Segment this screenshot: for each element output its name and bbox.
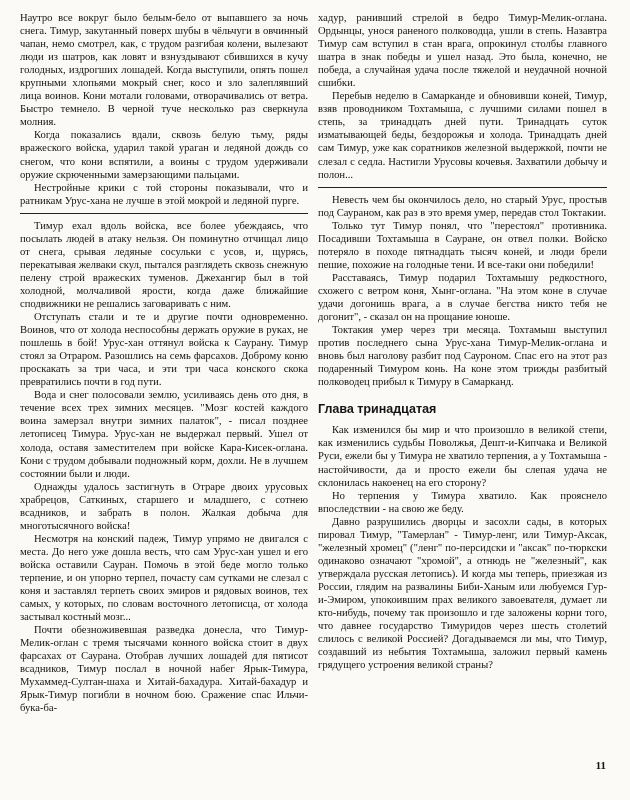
paragraph: Несмотря на конский падеж, Тимур упрямо не двигался с места. До него уже дошла весть, что сам Урус-хан ушел и его войска оставили Сауран. Помочь в этой беде могло только терпение, и он упорно терпел, почасту сам сутками не слезал с коня и заставлял терпеть своих эмиров и рядовых воинов, тех самых, у которых, по словам восточного летописца, от холода застывал костный мозг... [20, 533, 308, 624]
right-column [318, 12, 607, 672]
paragraph: Почти обезноживевшая разведка донесла, что Тимур-Мелик-оглан с тремя тысячами конного войска стоит в двух фарсахах от Саурана. Отобрав лучших лошадей для пятисот всадников, Тимур послал в ночной набег Ярык-Тимура, Мухаммед-Султан-шаха и Хитай-бахадура. Хитай-бахадур и Ярык-Тимур погибли в ночном бою. Сражение спас Ильчи-бука-ба- [20, 625, 308, 715]
paragraph: Однажды удалось застигнуть в Отраре двоих урусовых храбрецов, Саткиных, старшего и младшего, с сотнею всадников, и забрать в полон. Жалкая добыча для многотысячного войска! [20, 481, 308, 532]
paragraph: Токтакия умер через три месяца. Тохтамыш выступил против последнего сына Урус-хана Тимур-Мелик-оглана и вновь был наголову разбит под Сауроном. Спас его на этот раз подаренный Тимуром конь. На коне этом трижды разбитый полководец прибыл к Тимуру в Самарканд. [318, 325, 607, 389]
paragraph: Давно разрушились дворцы и засохли сады, в которых пировал Тимур, "Тамерлан" - Тимур-ленг, или Тимур-Аксак, "железный хромец" ("ленг" по-персидски и "аксак" по-тюркски одинаково означают "хромой", а отнюдь не "железный", как утверждала русская летопись). И когда мы теперь, приезжая из России, глядим на развалины Биби-Ханым или любуемся Гур-и-Эмиром, упокоившим прах великого завоевателя, думает ли кто-нибудь, почему так произошло и где заложены корни того, что давнее государство Тимуридов через шесть столетий слилось с великой Россией? Догадываемся ли мы, что Тимур, создавший из небытия Тохтамыша, заложил первый камень грядущего устроения великой страны? [318, 516, 607, 672]
paragraph: Расставаясь, Тимур подарил Тохтамышу редкостного, схожего с ветром коня, Хынг-оглана. "На этом коне в случае удачи догонишь врага, а в случае бегства никто тебя не догонит", - сказал он на прощание юноше. [318, 272, 607, 324]
chapter-heading: Глава тринадцатая [318, 402, 437, 417]
paragraph: Вода и снег полосовали землю, усиливаясь день ото дня, в течение всех трех зимних месяцев. "Мозг костей каждого воина замерзал внутри зимних палаток", - писал позднее летописец Тимура. Урус-хан не выдержал первый. Ушел от холода, оставя заместителем при войске Кара-Кисек-оглана. Кони с трудом добывали подножный корм, дохли. Не в лучшем состоянии были и люди. [20, 390, 308, 480]
section-divider [318, 187, 607, 188]
page-number: 11 [595, 760, 606, 772]
section-divider [20, 213, 308, 214]
paragraph: Но терпения у Тимура хватило. Как прояснело впоследствии - на свою же беду. [318, 490, 607, 515]
paragraph: Как изменился бы мир и что произошло в великой степи, как изменились судьбы Поволжья, Дешт-и-Кипчака и Великой Руси, ежели бы у Тимура не хватило терпения, а у Тохтамыша - настойчивости, да и просто ежели бы слепая удача не склонилась накоенец на его сторону? [318, 425, 607, 489]
paragraph: Только тут Тимур понял, что "перестоял" противника. Посадивши Тохтамыша в Сауране, он отвел полки. Войско потеряло в походе пятнадцать тысяч коней, и люди брели пешие, похожие на голодные тени. И все-таки они победили! [318, 220, 607, 271]
paragraph: Отступать стали и те и другие почти одновременно. Воинов, что от холода неспособны держать оружие в руках, не пошлешь в бой! Урус-хан оттянул войска к Саурану. Тимур стоял за Отраром. Разошлись на семь фарсахов. Доброму коню проскакать за три часа, и эти три часа конского скока превратились почти в год пути. [20, 312, 308, 389]
left-column [20, 12, 308, 715]
paragraph: Наутро все вокруг было белым-бело от выпавшего за ночь снега. Тимур, закутанный поверх шубы в чёльчуги в овчинный чапан, немо смотрел, как, с трудом разгибая колени, вылезают люди из шатров, как ловят и взнуздывают сбившихся в кучу голодных, издрогших лошадей. Когда выступили, опять пошел крупными хлопьями мокрый снег, косо и зло залеплявший лица воинов. Кони мотали головами, отворачивались от ветра. Быстро темнело. В черной туче несколько раз сверкнула молния. [20, 13, 308, 129]
paragraph: Нестройные крики с той стороны показывали, что и ратникам Урус-хана не лучше в этой мокрой и ледяной пурге. [20, 182, 308, 207]
paragraph: Тимур ехал вдоль войска, все более убеждаясь, что посылать людей в атаку нельзя. Он поминутно отчищал лицо от снега, срывая ледяные сосульки с усов, и, щурясь, перекатывая желваки скул, пытался разглядеть сквозь снежную пелену строй вражеских туменов. Джехангир был в той холодной, молчаливой ярости, когда даже ближайшие сподвижники не решались заговаривать с ним. [20, 220, 308, 310]
paragraph: Невесть чем бы окончилось дело, но старый Урус, простыв под Саураном, как раз в это время умер, передав стол Токтакии. [318, 194, 607, 219]
paragraph: Перебыв неделю в Самарканде и обновивши коней, Тимур, взяв проводником Тохтамыша, с лучшими силами пошел в степь, за тринадцать дней пути. Тринадцать суток изматывающей беды, бездорожья и холода. Тринадцать дней сам Тимур, уже как соратников железной выдержкой, почти не слезал с седла. Настигли Урусовы кочевья. Захватили добычу и полон... [318, 91, 607, 181]
paragraph: хадур, ранивший стрелой в бедро Тимур-Мелик-оглана. Ордынцы, унося раненого полководца, ушли в степь. Назавтра Тимур сам вступил в стан врага, опрокинул столбы главного шатра в знак победы и ушел назад. Это была, конечно, не победа, а случайная удача после тяжелой и неудачной ночной сшибки. [318, 13, 607, 90]
paragraph: Когда показались вдали, сквозь белую тьму, ряды вражеского войска, ударил такой ураган и ледяной дождь со снегом, что кони вспятили, а воины с трудом удерживали оружие скрюченными замерзающими пальцами. [20, 130, 308, 181]
